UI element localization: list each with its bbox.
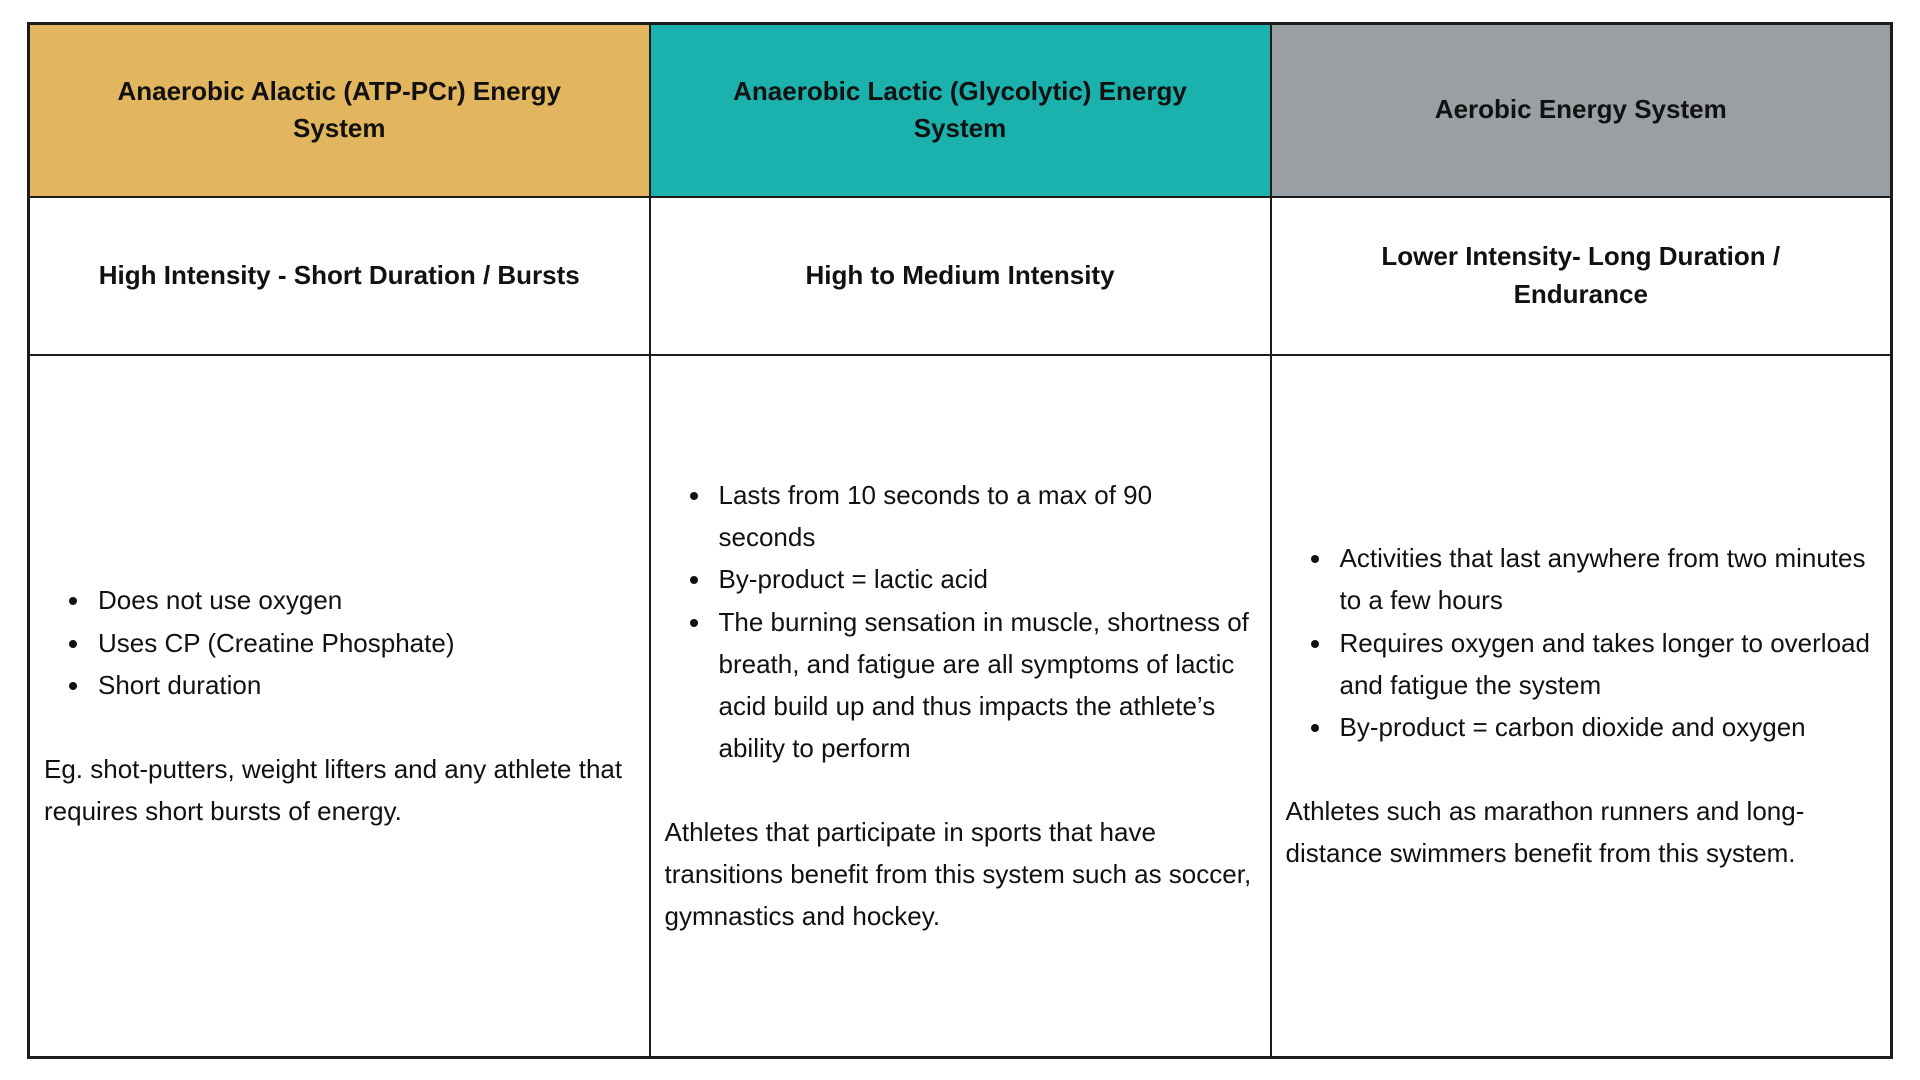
header-title: Aerobic Energy System (1434, 94, 1727, 125)
example-note: Athletes that participate in sports that have transitions benefit from this system such as soccer, gymnastics and hockey. (664, 816, 1252, 932)
bullet-item: • By-product = carbon dioxide and oxygen (1334, 706, 1877, 748)
bullet-item: • Lasts from 10 seconds to a max of 90 seconds (713, 474, 1256, 558)
intensity-label: High Intensity - Short Duration / Bursts (98, 259, 580, 290)
bullet-list (1286, 537, 1877, 748)
example-note: Eg. shot-putters, weight lifters and any athlete that requires short bursts of energy. (44, 753, 623, 826)
bullet-item: • Uses CP (Creatine Phosphate) (92, 622, 635, 664)
intensity-cell-anaerobic-alactic (29, 197, 650, 355)
bullet-item: • The burning sensation in muscle, shortness of breath, and fatigue are all symptoms of lactic acid build up and thus impacts the athlete’s ability to perform (713, 601, 1256, 769)
intensity-cell-anaerobic-lactic (650, 197, 1271, 355)
header-row (29, 24, 1892, 197)
bullet-list (44, 579, 635, 705)
bullet-item: • Activities that last anywhere from two minutes to a few hours (1334, 537, 1877, 621)
bullet-item: • Does not use oxygen (92, 579, 635, 621)
header-cell-anaerobic-alactic (29, 24, 650, 197)
energy-systems-table (27, 22, 1893, 1059)
details-cell-aerobic (1271, 355, 1892, 1058)
bullet-item: • Requires oxygen and takes longer to overload and fatigue the system (1334, 622, 1877, 706)
example-note: Athletes such as marathon runners and long-distance swimmers benefit from this system. (1285, 795, 1805, 869)
details-cell-anaerobic-alactic (29, 355, 650, 1058)
header-title: Anaerobic Lactic (Glycolytic) Energy System (733, 75, 1187, 144)
intensity-label: High to Medium Intensity (805, 259, 1115, 290)
bullet-item: • Short duration (92, 664, 635, 706)
bullet-list (665, 474, 1256, 769)
header-cell-aerobic (1271, 24, 1892, 197)
header-title: Anaerobic Alactic (ATP-PCr) Energy System (117, 75, 562, 144)
details-row (29, 355, 1892, 1058)
header-cell-anaerobic-lactic (650, 24, 1271, 197)
intensity-row (29, 197, 1892, 355)
details-cell-anaerobic-lactic (650, 355, 1271, 1058)
intensity-label: Lower Intensity- Long Duration / Endurance (1381, 240, 1781, 309)
intensity-cell-aerobic (1271, 197, 1892, 355)
bullet-item: • By-product = lactic acid (713, 558, 1256, 600)
